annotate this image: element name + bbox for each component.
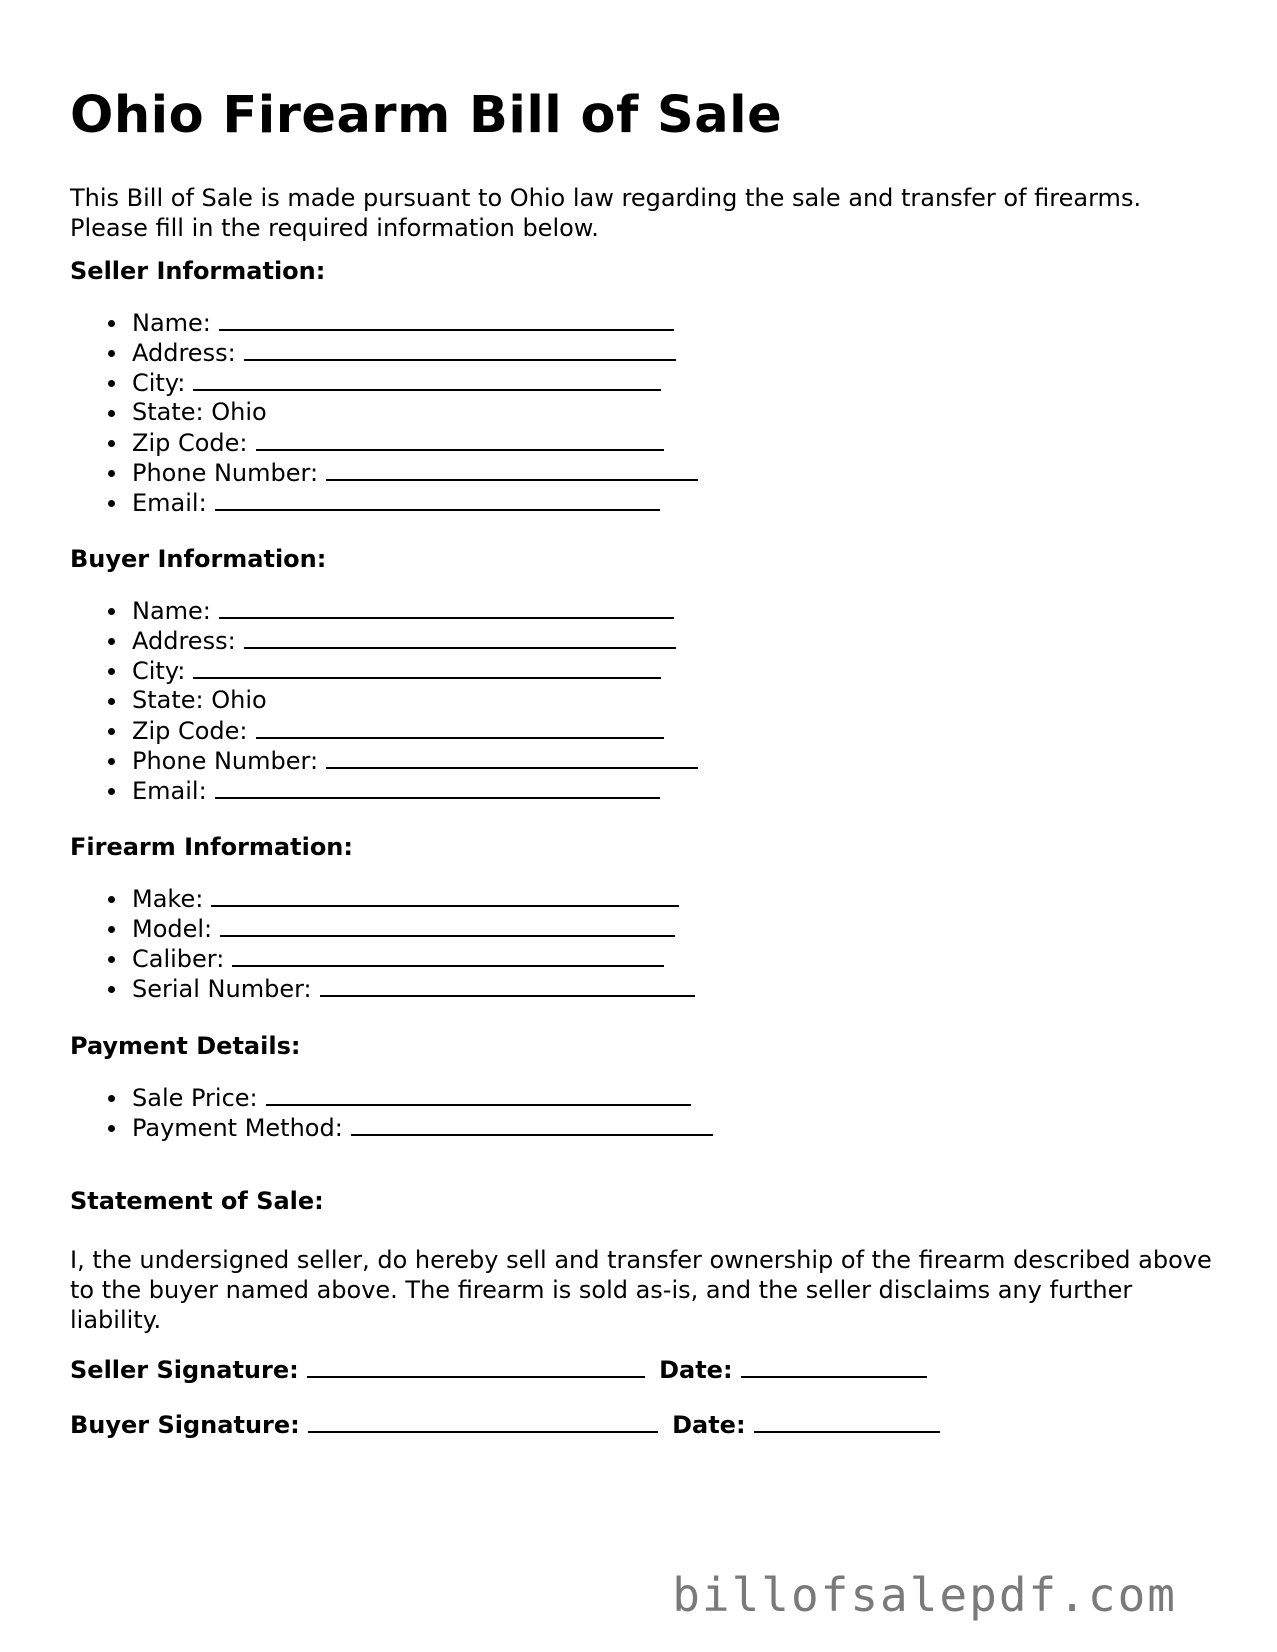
seller-city-field[interactable] — [193, 367, 661, 391]
firearm-caliber-field[interactable] — [232, 943, 664, 967]
buyer-city-item — [70, 655, 698, 685]
seller-address-item — [70, 337, 698, 367]
firearm-make-field[interactable] — [211, 883, 679, 907]
field-label: Zip Code: — [132, 429, 248, 457]
buyer-fields — [70, 595, 698, 805]
firearm-model-field[interactable] — [220, 913, 675, 937]
buyer-state-item — [70, 685, 698, 715]
seller-state-item — [70, 397, 698, 427]
buyer-email-field[interactable] — [215, 775, 660, 799]
seller-address-field[interactable] — [244, 337, 676, 361]
field-label: Make: — [132, 885, 204, 913]
document-title: Ohio Firearm Bill of Sale — [70, 86, 783, 145]
seller-phone-field[interactable] — [326, 457, 698, 481]
field-label: Phone Number: — [132, 747, 319, 775]
firearm-serial-field[interactable] — [320, 973, 695, 997]
field-label: State: Ohio — [132, 398, 267, 426]
buyer-zip-item — [70, 715, 698, 745]
field-label: Zip Code: — [132, 717, 248, 745]
buyer-address-item — [70, 625, 698, 655]
field-label: City: — [132, 369, 186, 397]
field-label: Name: — [132, 597, 211, 625]
buyer-name-item — [70, 595, 698, 625]
sale-price-field[interactable] — [266, 1082, 691, 1106]
seller-zip-item — [70, 427, 698, 457]
field-label: City: — [132, 657, 186, 685]
buyer-signature-field[interactable] — [308, 1409, 658, 1433]
seller-signature-field[interactable] — [307, 1354, 645, 1378]
payment-heading: Payment Details: — [70, 1032, 301, 1060]
field-label: Phone Number: — [132, 459, 319, 487]
field-label: Serial Number: — [132, 975, 312, 1003]
field-label: Caliber: — [132, 945, 225, 973]
seller-phone-item — [70, 457, 698, 487]
seller-date-field[interactable] — [741, 1354, 927, 1378]
seller-zip-field[interactable] — [256, 427, 664, 451]
seller-email-field[interactable] — [215, 487, 660, 511]
field-label: Address: — [132, 339, 236, 367]
buyer-signature-line — [70, 1409, 940, 1439]
buyer-name-field[interactable] — [219, 595, 674, 619]
buyer-city-field[interactable] — [193, 655, 661, 679]
seller-signature-line — [70, 1354, 927, 1384]
seller-city-item — [70, 367, 698, 397]
firearm-heading: Firearm Information: — [70, 833, 353, 861]
buyer-phone-item — [70, 745, 698, 775]
field-label: Model: — [132, 915, 213, 943]
statement-text: I, the undersigned seller, do hereby sell and transfer ownership of the firearm described above to the buyer named above. The firearm is sold as-is, and the seller disclaims any further liability. — [70, 1246, 1212, 1334]
buyer-zip-field[interactable] — [256, 715, 664, 739]
intro-paragraph: This Bill of Sale is made pursuant to Ohio law regarding the sale and transfer of firearms. Please fill in the required information below. — [70, 184, 1142, 242]
payment-method-item — [70, 1112, 713, 1142]
seller-date-label: Date: — [659, 1356, 733, 1384]
payment-fields — [70, 1082, 713, 1142]
firearm-model-item — [70, 913, 695, 943]
buyer-email-item — [70, 775, 698, 805]
watermark-text: billofsalepdf.com — [672, 1568, 1177, 1622]
field-label: Address: — [132, 627, 236, 655]
buyer-signature-label: Buyer Signature: — [70, 1411, 300, 1439]
seller-heading: Seller Information: — [70, 257, 326, 285]
field-label: Payment Method: — [132, 1114, 343, 1142]
firearm-caliber-item — [70, 943, 695, 973]
seller-name-item — [70, 307, 698, 337]
buyer-date-label: Date: — [672, 1411, 746, 1439]
seller-signature-label: Seller Signature: — [70, 1356, 299, 1384]
firearm-fields — [70, 883, 695, 1003]
field-label: Name: — [132, 309, 211, 337]
field-label: Email: — [132, 777, 207, 805]
seller-name-field[interactable] — [219, 307, 674, 331]
buyer-heading: Buyer Information: — [70, 545, 327, 573]
field-label: State: Ohio — [132, 686, 267, 714]
payment-method-field[interactable] — [351, 1112, 713, 1136]
buyer-phone-field[interactable] — [326, 745, 698, 769]
buyer-date-field[interactable] — [754, 1409, 940, 1433]
seller-fields — [70, 307, 698, 517]
firearm-serial-item — [70, 973, 695, 1003]
firearm-make-item — [70, 883, 695, 913]
buyer-address-field[interactable] — [244, 625, 676, 649]
field-label: Sale Price: — [132, 1084, 258, 1112]
payment-price-item — [70, 1082, 713, 1112]
statement-heading: Statement of Sale: — [70, 1187, 324, 1215]
seller-email-item — [70, 487, 698, 517]
field-label: Email: — [132, 489, 207, 517]
